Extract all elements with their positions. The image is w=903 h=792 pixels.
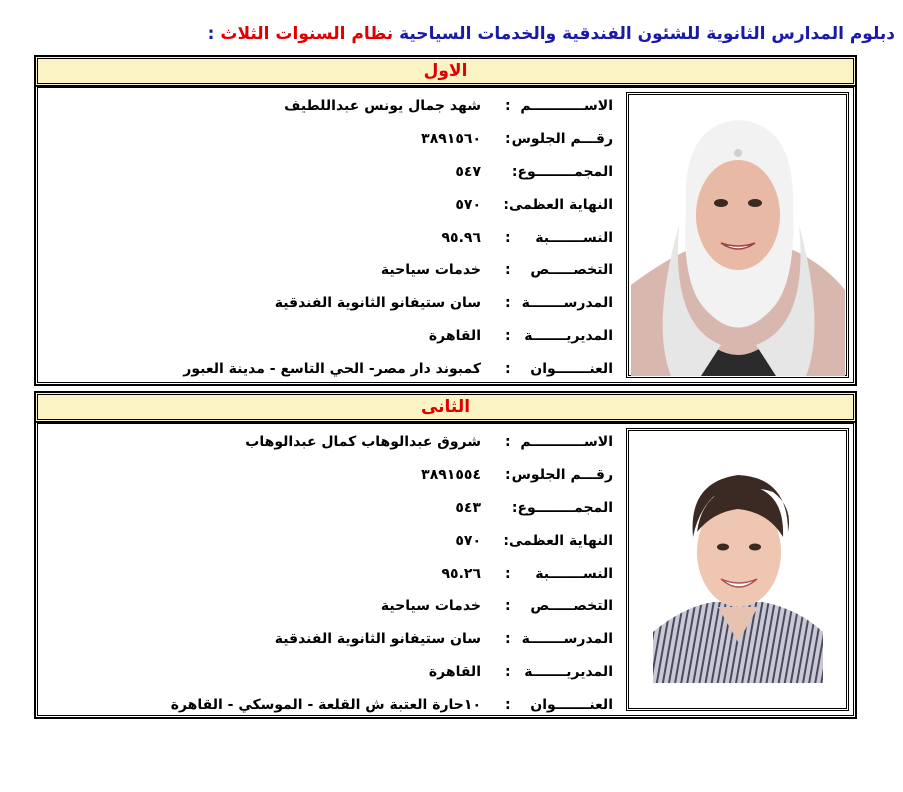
label-separator: : <box>505 598 511 615</box>
label-separator: : <box>505 131 511 148</box>
row-percent <box>171 557 613 590</box>
row-spec <box>183 254 613 287</box>
row-directorate <box>171 656 613 689</box>
row-seat <box>171 459 613 492</box>
label-separator: : <box>503 532 509 549</box>
row-total <box>171 492 613 525</box>
label-max: النهاية العظمى <box>508 532 613 549</box>
student-details <box>171 426 613 721</box>
row-spec <box>171 590 613 623</box>
student-card-first <box>34 55 857 386</box>
label-separator: : <box>505 631 511 648</box>
label-directorate: المديريـــــــة <box>524 663 613 680</box>
value-spec: خدمات سياحية <box>380 262 481 279</box>
label-percent: النســـــــبة <box>535 229 613 246</box>
label-name: الاســـــــــــم <box>520 98 613 115</box>
label-separator: : <box>505 565 511 582</box>
student-card-second <box>34 391 857 719</box>
value-percent: ٩٥.٢٦ <box>441 565 481 582</box>
row-school <box>183 287 613 320</box>
value-total: ٥٤٧ <box>455 163 481 180</box>
value-address: ١٠حارة العتبة ش القلعة - الموسكي - القاهرة <box>170 696 481 713</box>
label-separator: : <box>503 196 509 213</box>
label-school: المدرســـــــة <box>521 295 613 312</box>
label-separator: : <box>505 262 511 279</box>
value-spec: خدمات سياحية <box>380 598 481 615</box>
label-separator: : <box>505 295 511 312</box>
row-seat <box>183 123 613 156</box>
row-percent <box>183 221 613 254</box>
row-name <box>171 426 613 459</box>
value-name: شهد جمال يونس عبداللطيف <box>284 98 481 115</box>
student-photo <box>631 95 845 376</box>
label-separator: : <box>505 434 511 451</box>
label-address: العنـــــــوان <box>530 360 613 377</box>
value-school: سان ستيفانو الثانوية الفندقية <box>274 295 481 312</box>
value-seat: ٣٨٩١٥٦٠ <box>421 131 481 148</box>
row-max <box>183 188 613 221</box>
label-school: المدرســـــــة <box>521 631 613 648</box>
value-address: كمبوند دار مصر- الحي التاسع - مدينة العبور <box>183 360 481 377</box>
label-separator: : <box>505 467 511 484</box>
photo-frame <box>626 92 849 378</box>
label-percent: النســـــــبة <box>535 565 613 582</box>
heading-prefix: دبلوم المدارس الثانوية للشئون الفندقية والخدمات السياحية <box>399 24 895 44</box>
heading-suffix: : <box>207 24 215 44</box>
label-separator: : <box>505 98 511 115</box>
label-seat: رقـــم الجلوس <box>511 131 613 148</box>
label-separator: : <box>505 663 511 680</box>
label-name: الاســـــــــــم <box>520 434 613 451</box>
student-photo <box>653 457 823 683</box>
value-seat: ٣٨٩١٥٥٤ <box>421 467 481 484</box>
label-max: النهاية العظمى <box>508 196 613 213</box>
label-address: العنـــــــوان <box>530 696 613 713</box>
row-address <box>171 688 613 721</box>
label-seat: رقـــم الجلوس <box>511 467 613 484</box>
value-percent: ٩٥.٩٦ <box>441 229 481 246</box>
row-directorate <box>183 320 613 353</box>
value-directorate: القاهرة <box>428 327 481 344</box>
value-max: ٥٧٠ <box>455 196 481 213</box>
label-spec: التخصـــــص <box>530 598 613 615</box>
label-directorate: المديريـــــــة <box>524 327 613 344</box>
value-school: سان ستيفانو الثانوية الفندقية <box>274 631 481 648</box>
row-max <box>171 524 613 557</box>
rank-title: الثانى <box>35 392 856 422</box>
value-total: ٥٤٣ <box>455 499 481 516</box>
label-total: المجمــــــــوع: <box>511 499 613 516</box>
label-spec: التخصـــــص <box>530 262 613 279</box>
page-heading <box>208 24 895 44</box>
row-school <box>171 623 613 656</box>
value-name: شروق عبدالوهاب كمال عبدالوهاب <box>245 434 481 451</box>
heading-system: نظام السنوات الثلاث <box>220 24 394 44</box>
label-separator: : <box>505 229 511 246</box>
value-max: ٥٧٠ <box>455 532 481 549</box>
label-separator: : <box>505 696 511 713</box>
rank-title: الاول <box>35 56 856 86</box>
photo-frame <box>626 428 849 711</box>
label-separator: : <box>505 327 511 344</box>
label-separator: : <box>505 360 511 377</box>
label-total: المجمــــــــوع: <box>511 163 613 180</box>
row-name <box>183 90 613 123</box>
value-directorate: القاهرة <box>428 663 481 680</box>
row-address <box>183 352 613 385</box>
student-details <box>183 90 613 385</box>
row-total <box>183 156 613 189</box>
